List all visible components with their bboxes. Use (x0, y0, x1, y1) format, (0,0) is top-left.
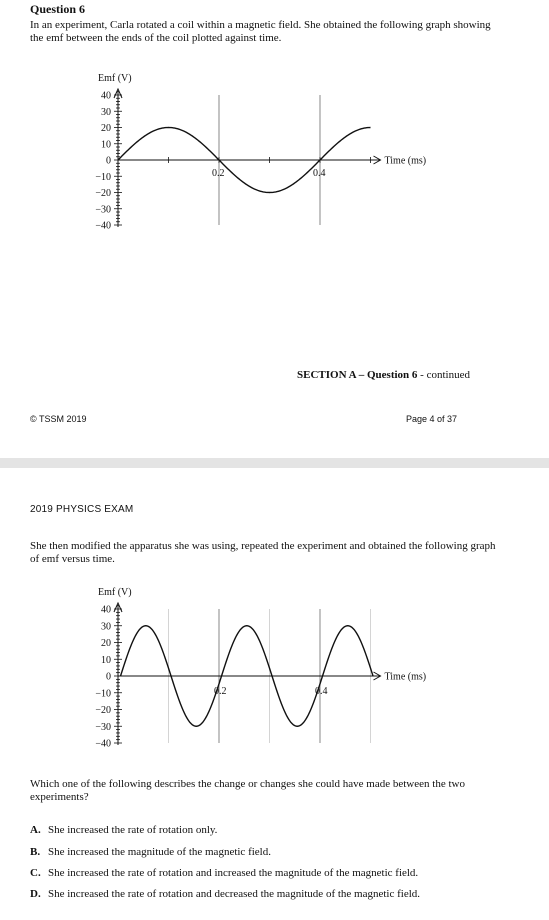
y-tick-label: 10 (101, 654, 111, 666)
y-tick-label: −30 (95, 721, 111, 733)
exam-page-1 (0, 0, 549, 458)
footer-page-number: Page 4 of 37 (406, 414, 458, 424)
y-tick-label: 10 (101, 139, 111, 151)
exam-page-2 (0, 468, 549, 920)
x-axis-title: Time (ms) (384, 671, 427, 683)
x-tick-label: 0.2 (214, 686, 227, 697)
question-intro: In an experiment, Carla rotated a coil within a magnetic field. She obtained the following graph showing the emf between the ends of the coil plotted against time. (30, 19, 491, 44)
option-letter: C. (30, 867, 41, 879)
y-tick-label: 20 (101, 638, 111, 649)
y-tick-label: 40 (101, 90, 111, 102)
question-title: Question 6 (30, 2, 86, 16)
option-text: She increased the rate of rotation and decreased the magnitude of the magnetic field. (48, 888, 421, 900)
x-axis-title: Time (ms) (384, 155, 427, 167)
y-tick-label: 0 (106, 671, 111, 683)
y-axis-title: Emf (V) (98, 73, 132, 84)
section-suffix: - continued (417, 369, 470, 381)
y-axis-title: Emf (V) (98, 587, 132, 598)
footer-copyright: © TSSM 2019 (30, 414, 87, 424)
emf-graph-1 (0, 0, 549, 250)
page-separator (0, 458, 549, 468)
emf-graph-2 (0, 468, 549, 758)
option-letter: B. (30, 846, 41, 858)
y-tick-label: 0 (106, 155, 111, 167)
option-text: She increased the magnitude of the magnetic field. (48, 846, 271, 858)
y-tick-label: 30 (101, 621, 111, 633)
option-text: She increased the rate of rotation and increased the magnitude of the magnetic field. (48, 867, 419, 879)
question-stem: Which one of the following describes the change or changes she could have made between the two experiments? (30, 778, 465, 803)
option-d[interactable] (30, 888, 420, 900)
x-tick-label: 0.4 (313, 168, 326, 179)
y-tick-label: −10 (95, 171, 111, 183)
section-label: SECTION A – Question 6 (297, 369, 418, 381)
question-intro-2: She then modified the apparatus she was using, repeated the experiment and obtained the following graph of emf versus time. (30, 540, 496, 565)
option-a[interactable] (30, 824, 217, 836)
y-tick-label: −30 (95, 204, 111, 216)
section-continued-label (297, 369, 470, 381)
x-tick-label: 0.2 (212, 168, 225, 179)
option-b[interactable] (30, 846, 271, 858)
option-letter: A. (30, 824, 41, 836)
y-tick-label: −20 (95, 188, 111, 199)
option-letter: D. (30, 888, 41, 900)
y-tick-label: −20 (95, 705, 111, 716)
y-tick-label: −10 (95, 688, 111, 700)
option-c[interactable] (30, 867, 418, 879)
y-tick-label: 20 (101, 123, 111, 134)
x-tick-label: 0.4 (315, 686, 328, 697)
y-tick-label: −40 (95, 738, 111, 750)
option-text: She increased the rate of rotation only. (48, 824, 218, 836)
y-tick-label: 30 (101, 106, 111, 118)
y-tick-label: −40 (95, 220, 111, 232)
y-tick-label: 40 (101, 604, 111, 616)
exam-header: 2019 PHYSICS EXAM (30, 504, 134, 515)
